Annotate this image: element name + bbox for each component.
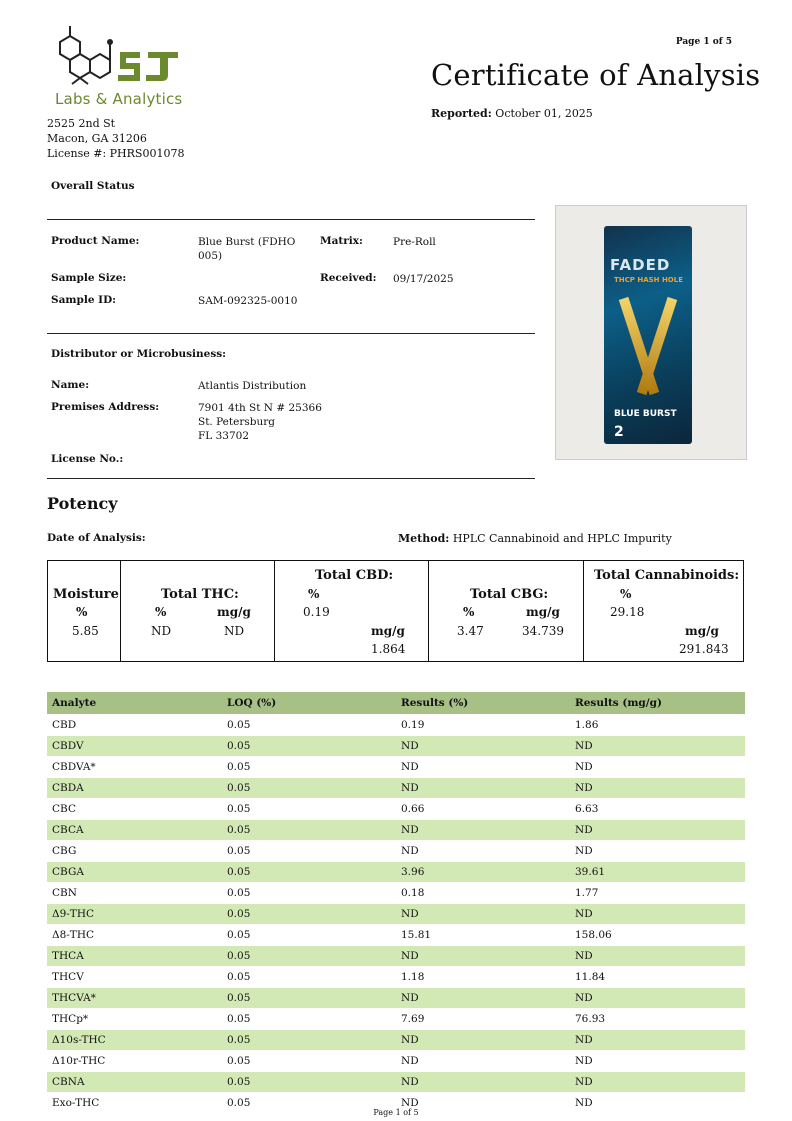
result-mg-cell: 76.93 — [570, 1009, 745, 1030]
loq-cell: 0.05 — [222, 946, 396, 967]
total-cbg-label: Total CBG: — [470, 587, 549, 602]
package-count: 2 — [614, 424, 624, 440]
analyte-name-cell: CBCA — [47, 820, 222, 841]
premises-address-line: FL 33702 — [198, 430, 249, 442]
result-pct-cell: 1.18 — [396, 967, 570, 988]
result-pct-cell: ND — [396, 1030, 570, 1051]
document-title: Certificate of Analysis — [431, 58, 761, 92]
table-row — [47, 736, 745, 757]
result-mg-cell: ND — [570, 820, 745, 841]
table-row — [47, 841, 745, 862]
analyte-name-cell: Δ10r-THC — [47, 1051, 222, 1072]
table-row — [47, 988, 745, 1009]
cbg-mg-value: 34.739 — [522, 624, 564, 638]
lab-license: License #: PHRS001078 — [47, 147, 185, 160]
distributor-heading: Distributor or Microbusiness: — [51, 348, 227, 360]
package-brand: FADED — [610, 256, 671, 274]
product-photo — [555, 205, 747, 460]
table-row — [47, 946, 745, 967]
received-value: 09/17/2025 — [393, 273, 454, 285]
column-header: Results (%) — [396, 692, 570, 715]
result-pct-cell: 15.81 — [396, 925, 570, 946]
loq-cell: 0.05 — [222, 736, 396, 757]
analyte-name-cell: CBGA — [47, 862, 222, 883]
total-thc-label: Total THC: — [161, 587, 239, 602]
loq-cell: 0.05 — [222, 1093, 396, 1114]
lab-address-line: 2525 2nd St — [47, 117, 116, 130]
result-mg-cell: 39.61 — [570, 862, 745, 883]
result-mg-cell: 158.06 — [570, 925, 745, 946]
result-pct-cell: ND — [396, 736, 570, 757]
result-pct-cell: 0.18 — [396, 883, 570, 904]
total-cannabinoids-label: Total Cannabinoids: — [594, 568, 740, 583]
table-row — [47, 904, 745, 925]
product-name-line: 005) — [198, 250, 223, 262]
loq-cell: 0.05 — [222, 799, 396, 820]
potency-heading: Potency — [47, 494, 118, 513]
analyte-name-cell: CBC — [47, 799, 222, 820]
result-mg-cell: ND — [570, 778, 745, 799]
analyte-name-cell: CBDV — [47, 736, 222, 757]
analyte-name-cell: THCV — [47, 967, 222, 988]
result-pct-cell: ND — [396, 1051, 570, 1072]
result-mg-cell: ND — [570, 736, 745, 757]
result-pct-cell: ND — [396, 757, 570, 778]
analyte-results-table — [47, 692, 745, 1113]
divider — [47, 333, 535, 334]
loq-cell: 0.05 — [222, 757, 396, 778]
result-pct-cell: 0.66 — [396, 799, 570, 820]
table-row — [47, 1051, 745, 1072]
table-row — [47, 778, 745, 799]
analyte-table-body — [47, 715, 745, 1114]
cbd-pct-label: % — [308, 587, 320, 601]
total-thc-cell — [121, 561, 275, 661]
page-number-bottom: Page 1 of 5 — [373, 1108, 419, 1117]
table-row — [47, 1030, 745, 1051]
total-cannabinoids-cell — [584, 561, 743, 661]
lab-address — [47, 116, 184, 161]
total-cbd-label: Total CBD: — [315, 568, 394, 583]
divider — [47, 478, 535, 479]
distributor-name-label: Name: — [51, 379, 90, 391]
page-number-top: Page 1 of 5 — [675, 37, 732, 47]
result-pct-cell: 3.96 — [396, 862, 570, 883]
product-name-label: Product Name: — [51, 235, 140, 247]
loq-cell: 0.05 — [222, 904, 396, 925]
loq-cell: 0.05 — [222, 1051, 396, 1072]
premises-address-value — [198, 401, 322, 443]
reported-date — [431, 107, 593, 120]
analyte-name-cell: CBN — [47, 883, 222, 904]
loq-cell: 0.05 — [222, 778, 396, 799]
loq-cell: 0.05 — [222, 862, 396, 883]
table-row — [47, 820, 745, 841]
analyte-name-cell: CBNA — [47, 1072, 222, 1093]
result-mg-cell: ND — [570, 841, 745, 862]
premises-address-line: 7901 4th St N # 25366 — [198, 402, 322, 414]
product-name-value — [198, 235, 295, 263]
result-mg-cell: ND — [570, 988, 745, 1009]
loq-cell: 0.05 — [222, 883, 396, 904]
result-pct-cell: 7.69 — [396, 1009, 570, 1030]
column-header: LOQ (%) — [222, 692, 396, 715]
result-pct-cell: ND — [396, 820, 570, 841]
result-mg-cell: 1.77 — [570, 883, 745, 904]
cann-pct-label: % — [620, 587, 632, 601]
table-row — [47, 799, 745, 820]
matrix-value: Pre-Roll — [393, 236, 436, 248]
result-mg-cell: ND — [570, 904, 745, 925]
loq-cell: 0.05 — [222, 820, 396, 841]
lab-address-line: Macon, GA 31206 — [47, 132, 147, 145]
moisture-unit: % — [76, 605, 88, 619]
analyte-name-cell: THCVA* — [47, 988, 222, 1009]
analyte-name-cell: CBDA — [47, 778, 222, 799]
cann-mg-value: 291.843 — [679, 642, 729, 656]
result-mg-cell: ND — [570, 1093, 745, 1114]
reported-value: October 01, 2025 — [495, 107, 593, 120]
license-no-label: License No.: — [51, 453, 124, 465]
loq-cell: 0.05 — [222, 715, 396, 736]
cbg-pct-value: 3.47 — [457, 624, 484, 638]
loq-cell: 0.05 — [222, 841, 396, 862]
total-cbd-cell — [275, 561, 429, 661]
method-label: Method: — [398, 532, 450, 545]
analyte-name-cell: Exo-THC — [47, 1093, 222, 1114]
cann-mg-label: mg/g — [685, 624, 719, 638]
sample-size-label: Sample Size: — [51, 272, 127, 284]
product-name-line: Blue Burst (FDHO — [198, 236, 296, 248]
premises-address-line: St. Petersburg — [198, 416, 275, 428]
table-row — [47, 862, 745, 883]
thc-mg-label: mg/g — [217, 605, 251, 619]
method-value: HPLC Cannabinoid and HPLC Impurity — [452, 532, 672, 545]
column-header: Results (mg/g) — [570, 692, 745, 715]
result-pct-cell: 0.19 — [396, 715, 570, 736]
matrix-label: Matrix: — [320, 235, 363, 247]
result-pct-cell: ND — [396, 778, 570, 799]
thc-pct-label: % — [155, 605, 167, 619]
result-mg-cell: ND — [570, 1051, 745, 1072]
cbg-pct-label: % — [463, 605, 475, 619]
logo-text: Labs & Analytics — [55, 90, 183, 108]
table-row — [47, 715, 745, 736]
result-mg-cell: 6.63 — [570, 799, 745, 820]
analyte-name-cell: THCp* — [47, 1009, 222, 1030]
analyte-name-cell: Δ9-THC — [47, 904, 222, 925]
table-row — [47, 967, 745, 988]
cbd-pct-value: 0.19 — [303, 605, 330, 619]
moisture-cell — [48, 561, 121, 661]
thc-mg-value: ND — [224, 624, 245, 638]
received-label: Received: — [320, 272, 377, 284]
table-row — [47, 883, 745, 904]
potency-summary-box — [47, 560, 744, 662]
result-mg-cell: ND — [570, 757, 745, 778]
loq-cell: 0.05 — [222, 1009, 396, 1030]
distributor-name-value: Atlantis Distribution — [198, 380, 307, 392]
result-pct-cell: ND — [396, 841, 570, 862]
method — [398, 532, 672, 545]
overall-status-label: Overall Status — [51, 180, 135, 192]
thc-pct-value: ND — [151, 624, 172, 638]
cbd-mg-label: mg/g — [371, 624, 405, 638]
table-row — [47, 1009, 745, 1030]
analyte-name-cell: CBG — [47, 841, 222, 862]
sample-id-value: SAM-092325-0010 — [198, 295, 298, 307]
result-mg-cell: 1.86 — [570, 715, 745, 736]
column-header: Analyte — [47, 692, 222, 715]
analyte-name-cell: THCA — [47, 946, 222, 967]
result-pct-cell: ND — [396, 904, 570, 925]
loq-cell: 0.05 — [222, 1072, 396, 1093]
result-pct-cell: ND — [396, 1093, 570, 1114]
analyte-name-cell: CBD — [47, 715, 222, 736]
divider — [47, 219, 535, 220]
table-row — [47, 757, 745, 778]
reported-label: Reported: — [431, 107, 492, 120]
cann-pct-value: 29.18 — [610, 605, 645, 619]
table-row — [47, 1072, 745, 1093]
package-subtitle: THCP HASH HOLE — [614, 276, 684, 284]
moisture-label: Moisture — [53, 587, 119, 602]
loq-cell: 0.05 — [222, 925, 396, 946]
result-pct-cell: ND — [396, 946, 570, 967]
loq-cell: 0.05 — [222, 967, 396, 988]
premises-address-label: Premises Address: — [51, 401, 160, 413]
analyte-name-cell: Δ10s-THC — [47, 1030, 222, 1051]
loq-cell: 0.05 — [222, 1030, 396, 1051]
table-header-row — [47, 692, 745, 715]
result-pct-cell: ND — [396, 988, 570, 1009]
loq-cell: 0.05 — [222, 988, 396, 1009]
table-row — [47, 925, 745, 946]
total-cbg-cell — [429, 561, 584, 661]
package-flavor: BLUE BURST — [614, 409, 677, 419]
result-mg-cell: 11.84 — [570, 967, 745, 988]
moisture-value: 5.85 — [72, 624, 99, 638]
logo-mark — [118, 52, 178, 81]
result-pct-cell: ND — [396, 1072, 570, 1093]
company-logo — [50, 22, 190, 90]
cbd-mg-value: 1.864 — [371, 642, 406, 656]
analyte-name-cell: CBDVA* — [47, 757, 222, 778]
cbg-mg-label: mg/g — [526, 605, 560, 619]
product-package — [604, 226, 692, 444]
analyte-name-cell: Δ8-THC — [47, 925, 222, 946]
result-mg-cell: ND — [570, 1072, 745, 1093]
result-mg-cell: ND — [570, 946, 745, 967]
molecule-logo-icon — [50, 22, 190, 90]
date-of-analysis-label: Date of Analysis: — [47, 532, 146, 544]
result-mg-cell: ND — [570, 1030, 745, 1051]
sample-id-label: Sample ID: — [51, 294, 117, 306]
